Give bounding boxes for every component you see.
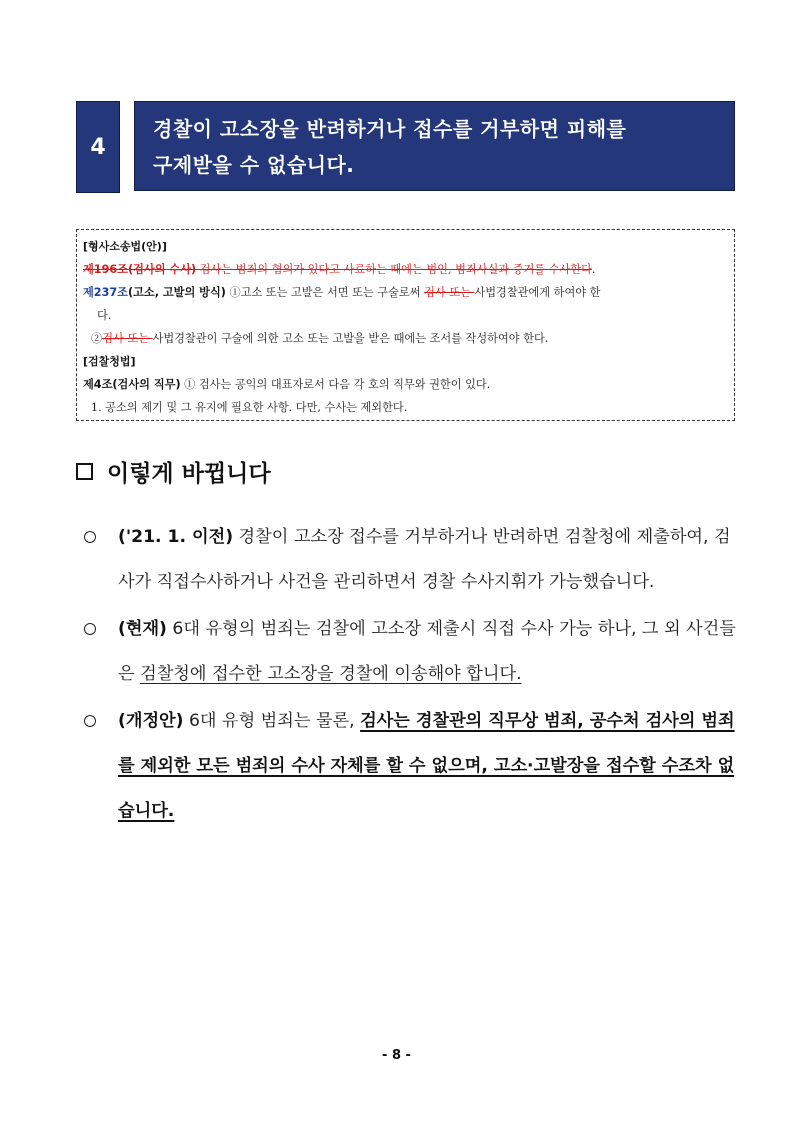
title-line-2: 구제받을 수 없습니다. xyxy=(153,153,355,177)
section-number: 4 xyxy=(90,134,106,160)
bullet-current: (현재) 6대 유형의 범죄는 검찰에 고소장 제출시 직접 수사 가능 하나, 그 외 사건들은 검찰청에 접수한 고소장을 경찰에 이송해야 합니다. xyxy=(84,607,744,697)
article-196-label: 제196조(검사의 수사) xyxy=(83,263,197,276)
article-237-title: (고소, 고발의 방식) xyxy=(127,286,226,299)
section-heading xyxy=(76,455,271,488)
circle-bullet-icon xyxy=(84,623,96,635)
title-line-1: 경찰이 고소장을 반려하거나 접수를 거부하면 피해를 xyxy=(153,117,627,141)
bullet-before-2021: ('21. 1. 이전) 경찰이 고소장 접수를 거부하거나 반려하면 검찰청에 제출하여, 검사가 직접수사하거나 사건을 관리하면서 경찰 수사지휘가 가능했습니다. xyxy=(84,515,744,605)
article-237-para-1: 제237조(고소, 고발의 방식) ①고소 또는 고발은 서면 또는 구술로써 검사 또는 사법경찰관에게 하여야 한 xyxy=(83,286,601,299)
article-4: 제4조(검사의 직무) ① 검사는 공익의 대표자로서 다음 각 호의 직무와 권한이 있다. xyxy=(83,378,491,391)
section-number-box xyxy=(76,101,120,193)
law-heading-criminal-procedure: [형사소송법(안)] xyxy=(83,240,167,253)
circle-bullet-icon xyxy=(84,531,96,543)
article-237-strike-2: 검사 또는 xyxy=(102,332,153,345)
article-4-label: 제4조(검사의 직무) xyxy=(83,378,181,391)
bullet-list xyxy=(84,515,744,836)
article-4-item-1: 1. 공소의 제기 및 그 유지에 필요한 사항. 다만, 수사는 제외한다. xyxy=(91,401,408,414)
bullet-amendment: (개정안) 6대 유형 범죄는 물론, 검사는 경찰관의 직무상 범죄, 공수처 검사의 범죄를 제외한 모든 범죄의 수사 자체를 할 수 없으며, 고소·고발장을 접수할 수조차 없습니다. xyxy=(84,699,744,834)
square-bullet-icon xyxy=(76,463,93,480)
section-title-box xyxy=(134,101,735,191)
article-237-strike-1: 검사 또는 xyxy=(424,286,475,299)
article-196-text: 검사는 범죄의 혐의가 있다고 사료하는 때에는 범인, 범죄사실과 증거를 수사한다 xyxy=(196,263,592,276)
law-text-box xyxy=(76,229,735,421)
article-196: 제196조(검사의 수사) 검사는 범죄의 혐의가 있다고 사료하는 때에는 범인, 범죄사실과 증거를 수사한다. xyxy=(83,263,596,276)
article-237-para-2: ②검사 또는 사법경찰관이 구술에 의한 고소 또는 고발을 받은 때에는 조서를 작성하여야 한다. xyxy=(91,332,549,345)
page-number: - 8 - xyxy=(382,1048,411,1063)
article-237-number: 제237조 xyxy=(83,286,128,299)
article-237-para-1-cont: 다. xyxy=(97,309,112,322)
circle-bullet-icon xyxy=(84,715,96,727)
section-heading-text: 이렇게 바뀝니다 xyxy=(107,461,271,487)
law-heading-prosecutors-office: [검찰청법] xyxy=(83,355,136,368)
